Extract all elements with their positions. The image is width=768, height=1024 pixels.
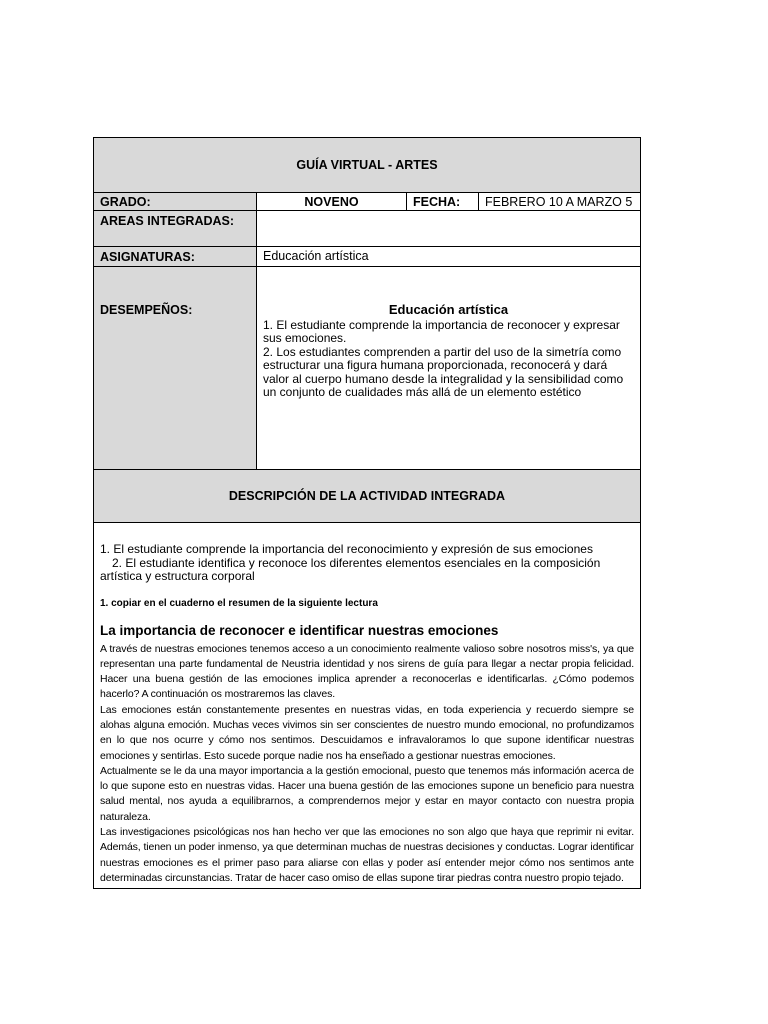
reading-paragraph: A través de nuestras emociones tenemos acceso a un conocimiento realmente valioso sobre nosotros miss's, ya que representan una parte fundamental de Neustria identidad y nos sirens de guía para llegar a nectar propia felicidad. Hacer una buena gestión de las emociones implica aprender a reconocerlas e identificarlas. ¿Cómo podemos hacerlo? A continuación os mostraremos las claves. — [100, 642, 634, 701]
activity-instruction: 1. copiar en el cuaderno el resumen de la siguiente lectura — [100, 597, 378, 609]
guide-title-row — [94, 138, 640, 193]
activity-objectives — [100, 543, 634, 584]
guide-title: GUÍA VIRTUAL - ARTES — [296, 158, 438, 172]
areas-label: AREAS INTEGRADAS: — [94, 211, 257, 246]
activity-body — [94, 523, 640, 888]
reading-paragraph: Las emociones están constantemente presentes en nuestras vidas, en toda experiencia y recuerdo siempre se alohas alguna emoción. Muchas veces vivimos sin ser conscientes de nuestro mundo emocional, no profundizamos en lo que nos ocurre y cómo nos sentimos. Descuidamos e infravaloramos lo que supone identificar nuestras emociones y sentirlas. Esto sucede porque nadie nos ha enseñado a gestionar nuestras emociones. — [100, 703, 634, 762]
fecha-label: FECHA: — [407, 193, 479, 210]
grado-row — [94, 193, 640, 211]
fecha-value: FEBRERO 10 A MARZO 5 — [479, 193, 640, 210]
desempeno-item: 1. El estudiante comprende la importancia de reconocer y expresar sus emociones. — [263, 317, 620, 345]
asignaturas-value: Educación artística — [263, 249, 369, 263]
reading-paragraph: Actualmente se le da una mayor importancia a la gestión emocional, puesto que tenemos más información acerca de lo que supone esto en nuestras vidas. Hacer una buena gestión de las emociones supone un beneficio para nuestra salud mental, nos ayuda a equilibrarnos, a comprendernos mejor y estar en mayor contacto con nuestra propia naturaleza. — [100, 764, 634, 823]
asignaturas-row — [94, 247, 640, 267]
desempeno-item: 2. Los estudiantes comprenden a partir del uso de la simetría como estructurar una figura humana proporcionada, reconocerá y dará valor al cuerpo humano desde la integralidad y la sensibilidad como un conjunto de cualidades más allá de un elemento estético — [263, 344, 624, 399]
guide-table — [93, 137, 641, 889]
areas-row — [94, 211, 640, 247]
reading-title: La importancia de reconocer e identificar nuestras emociones — [100, 622, 499, 638]
desempenos-content — [257, 267, 640, 469]
asignaturas-label: ASIGNATURAS: — [94, 247, 257, 266]
activity-title-row — [94, 470, 640, 523]
desempenos-label: DESEMPEÑOS: — [94, 267, 257, 469]
objective-item: 1. El estudiante comprende la importancia del reconocimiento y expresión de sus emociones — [100, 542, 593, 556]
desempenos-heading: Educación artística — [388, 302, 509, 317]
areas-value — [257, 211, 640, 246]
reading-paragraph: Las investigaciones psicológicas nos han hecho ver que las emociones no son algo que haya que reprimir ni evitar. Además, tienen un poder inmenso, ya que determinan muchas de nuestras decisiones y conductas. Lograr identificar nuestras emociones es el primer paso para aliarse con ellas y poder así entender mejor cómo nos sentimos ante determinadas circunstancias. Tratar de hacer caso omiso de ellas supone tirar piedras contra nuestro propio tejado. — [100, 826, 634, 884]
grado-value: NOVENO — [257, 193, 407, 210]
objective-item: 2. El estudiante identifica y reconoce los diferentes elementos esenciales en la composición artística y estructura corporal — [100, 555, 601, 583]
activity-section-title: DESCRIPCIÓN DE LA ACTIVIDAD INTEGRADA — [228, 489, 506, 503]
desempenos-row — [94, 267, 640, 470]
grado-label: GRADO: — [94, 193, 257, 210]
